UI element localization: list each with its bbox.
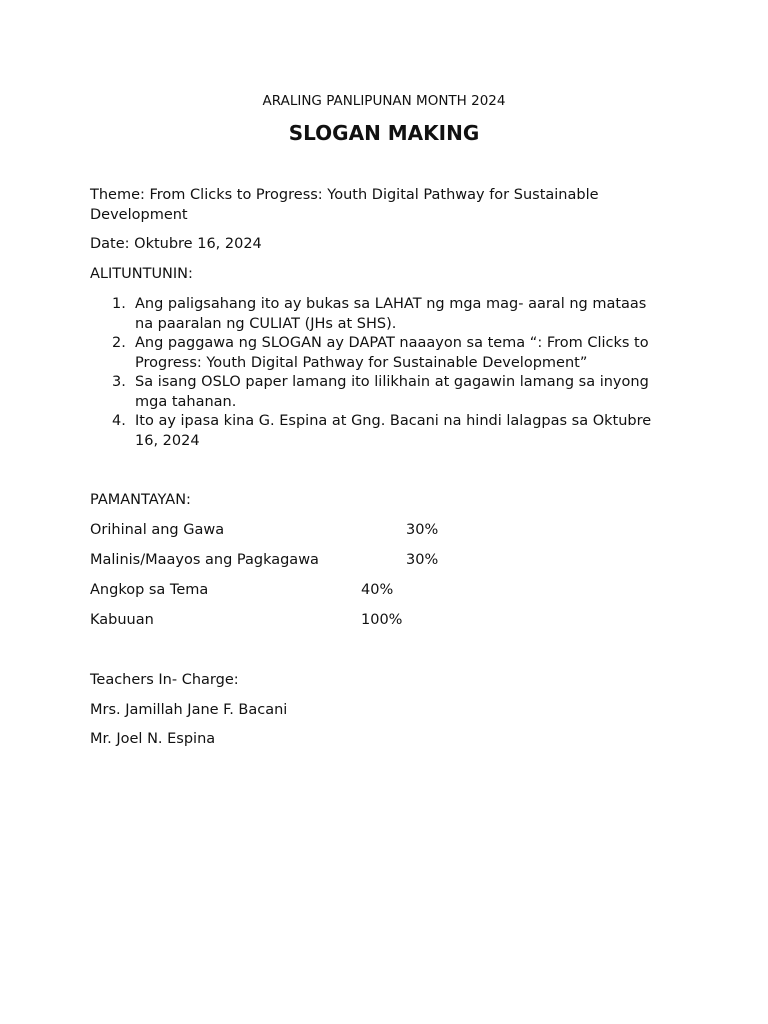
rule-text-line: mga tahanan. xyxy=(135,393,237,410)
criteria-label: Angkop sa Tema xyxy=(90,582,209,598)
rule-item xyxy=(90,295,690,334)
event-subtitle: ARALING PANLIPUNAN MONTH 2024 xyxy=(262,93,506,109)
theme-text: Theme: From Clicks to Progress: Youth Digital Pathway for Sustainable Development xyxy=(90,187,599,223)
rule-text-line: na paaralan ng CULIAT (JHs at SHS). xyxy=(135,315,397,332)
document-title: SLOGAN MAKING xyxy=(288,121,480,145)
criteria-label: Orihinal ang Gawa xyxy=(90,522,225,538)
teachers-heading: Teachers In- Charge: xyxy=(90,672,239,688)
rule-number: 4. xyxy=(112,413,126,429)
date-text: Date: Oktubre 16, 2024 xyxy=(90,236,262,252)
criteria-total-percent: 100% xyxy=(361,612,403,628)
rule-number: 2. xyxy=(112,335,126,351)
rule-item xyxy=(90,412,690,451)
rule-item xyxy=(90,373,690,412)
rule-item xyxy=(90,334,690,373)
rule-text-line: Ang paligsahang ito ay bukas sa LAHAT ng mga mag- aaral ng mataas xyxy=(135,296,647,312)
criteria-total-label: Kabuuan xyxy=(90,612,154,628)
criteria-label: Malinis/Maayos ang Pagkagawa xyxy=(90,552,319,568)
criteria-heading: PAMANTAYAN: xyxy=(90,492,191,508)
rule-text-line: Ito ay ipasa kina G. Espina at Gng. Bacani na hindi lalagpas sa Oktubre xyxy=(135,413,652,429)
rule-number: 3. xyxy=(112,374,126,390)
teacher-name: Mrs. Jamillah Jane F. Bacani xyxy=(90,702,288,718)
rule-text-line: Progress: Youth Digital Pathway for Sustainable Development” xyxy=(135,354,588,371)
rule-text-line: Ang paggawa ng SLOGAN ay DAPAT naaayon sa tema “: From Clicks to xyxy=(135,335,649,351)
rule-number: 1. xyxy=(112,296,126,312)
rules-list xyxy=(90,295,690,451)
criteria-percent: 30% xyxy=(406,522,439,538)
rule-text-line: 16, 2024 xyxy=(135,432,200,449)
criteria-percent: 40% xyxy=(361,582,394,598)
rules-heading: ALITUNTUNIN: xyxy=(90,266,193,282)
rule-text-line: Sa isang OSLO paper lamang ito lilikhain at gagawin lamang sa inyong xyxy=(135,374,649,390)
criteria-percent: 30% xyxy=(406,552,439,568)
teacher-name: Mr. Joel N. Espina xyxy=(90,731,216,747)
